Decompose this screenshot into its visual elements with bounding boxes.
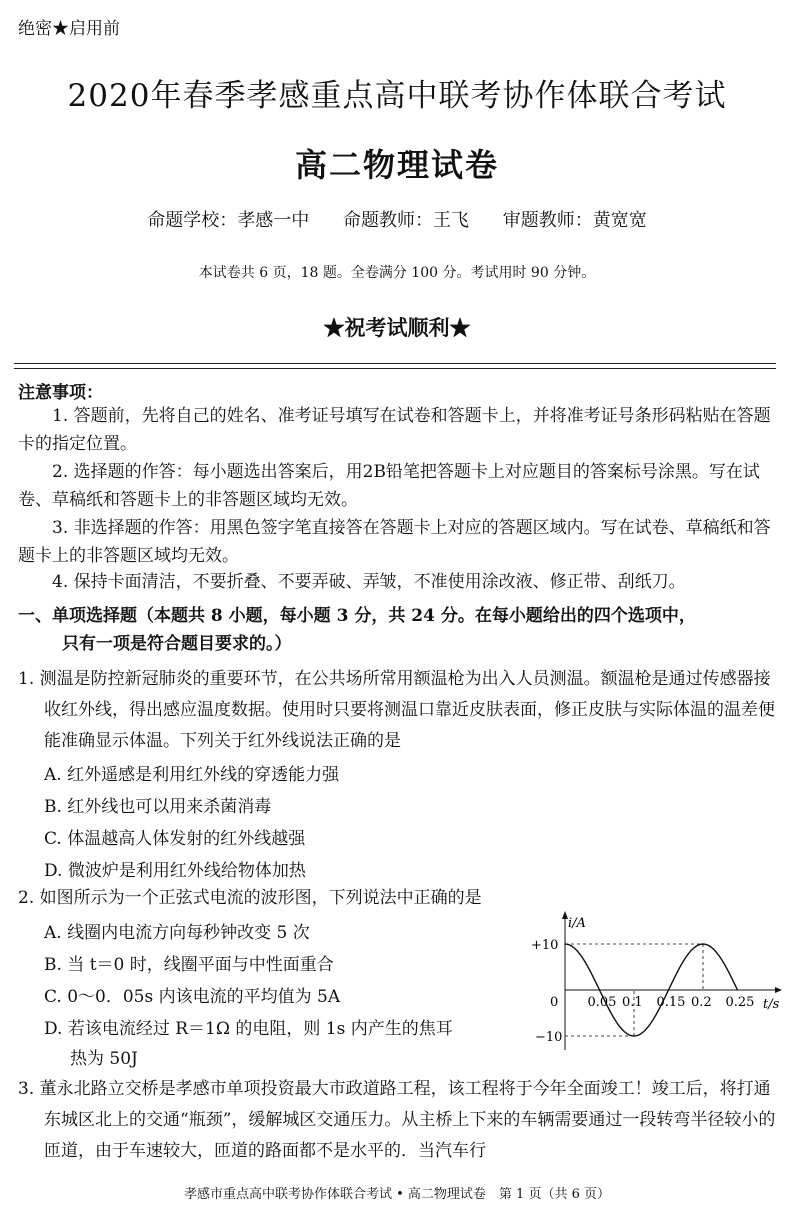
- note-item: 2. 选择题的作答：每小题选出答案后，用2B铅笔把答题卡上对应题目的答案标号涂黑。写在试卷、草稿纸和答题卡上的非答题区域均无效。: [18, 462, 760, 510]
- sine-current-chart: [520, 905, 785, 1055]
- x-axis-label: t/s: [763, 997, 780, 1012]
- good-luck-banner: ★祝考试顺利★: [323, 315, 471, 340]
- question-1-stem: 1. 测温是防控新冠肺炎的重要环节，在公共场所常用额温枪为出入人员测温。额温枪是通过传感器接收红外线，得出感应温度数据。使用时只要将测温口靠近皮肤表面，修正皮肤与实际体温的温差便能准确显示体温。下列关于红外线说法正确的是: [18, 669, 775, 751]
- exam-title: 2020年春季孝感重点高中联考协作体联合考试: [67, 78, 727, 114]
- school-label: 命题学校：孝感一中: [147, 210, 310, 231]
- note-item: 3. 非选择题的作答：用黑色签字笔直接答在答题卡上对应的答题区域内。写在试卷、草稿纸和答题卡上的非答题区域均无效。: [18, 518, 771, 566]
- question-1-option-b: B. 红外线也可以用来杀菌消毒: [44, 797, 272, 817]
- authors-line: [0, 206, 794, 232]
- secret-mark: 绝密★启用前: [18, 19, 120, 39]
- section-heading-cont: 只有一项是符合题目要求的。）: [62, 634, 292, 654]
- question-2-option-c: C. 0～0．05s 内该电流的平均值为 5A: [44, 987, 341, 1007]
- divider-line: [14, 363, 776, 364]
- note-item: 1. 答题前，先将自己的姓名、准考证号填写在试卷和答题卡上，并将准考证号条形码粘贴在答题卡的指定位置。: [18, 406, 771, 454]
- paper-title: 高二物理试卷: [294, 146, 499, 184]
- y-tick-label: −10: [535, 1030, 563, 1045]
- exam-meta: 本试卷共 6 页，18 题。全卷满分 100 分。考试用时 90 分钟。: [198, 265, 596, 281]
- x-tick-label: 0.2: [691, 995, 712, 1010]
- question-2-option-d: D. 若该电流经过 R＝1Ω 的电阻，则 1s 内产生的焦耳: [44, 1019, 453, 1039]
- y-axis-label: i/A: [568, 916, 586, 931]
- x-tick-label: 0.05: [587, 995, 617, 1010]
- page-footer: 孝感市重点高中联考协作体联合考试 • 高二物理试卷 第 1 页（共 6 页）: [183, 1187, 610, 1202]
- question-2-option-b: B. 当 t＝0 时，线圈平面与中性面重合: [44, 955, 334, 975]
- question-1-option-a: A. 红外遥感是利用红外线的穿透能力强: [44, 765, 340, 785]
- x-tick-label: 0.25: [725, 995, 755, 1010]
- reviewer-label: 审题教师：黄宽宽: [502, 210, 647, 231]
- question-1-option-d: D. 微波炉是利用红外线给物体加热: [44, 861, 306, 881]
- divider-line: [14, 368, 776, 369]
- origin-label: 0: [550, 995, 559, 1010]
- notes-title: 注意事项：: [18, 383, 103, 403]
- question-2-stem: 2. 如图所示为一个正弦式电流的波形图，下列说法中正确的是: [18, 888, 482, 908]
- question-2-option-a: A. 线圈内电流方向每秒钟改变 5 次: [44, 923, 310, 943]
- x-tick-label: 0.15: [656, 995, 686, 1010]
- section-heading: 一、单项选择题（本题共 8 小题，每小题 3 分，共 24 分。在每小题给出的四个选项中，: [18, 606, 696, 626]
- y-tick-label: +10: [531, 938, 559, 953]
- author-label: 命题教师：王飞: [343, 210, 469, 231]
- x-tick-label: 0.1: [622, 995, 643, 1010]
- note-item: 4. 保持卡面清洁，不要折叠、不要弄破、弄皱，不准使用涂改液、修正带、刮纸刀。: [52, 572, 686, 592]
- question-2-option-d-cont: 热为 50J: [70, 1049, 138, 1069]
- question-3-stem: 3. 董永北路立交桥是孝感市单项投资最大市政道路工程，该工程将于今年全面竣工！竣工后，将打通东城区北上的交通“瓶颈”，缓解城区交通压力。从主桥上下来的车辆需要通过一段转弯半径较小的匝道，由于车速较大，匝道的路面都不是水平的．当汽车行: [18, 1079, 776, 1161]
- question-1-option-c: C. 体温越高人体发射的红外线越强: [44, 829, 306, 849]
- x-axis-arrow: [775, 987, 782, 993]
